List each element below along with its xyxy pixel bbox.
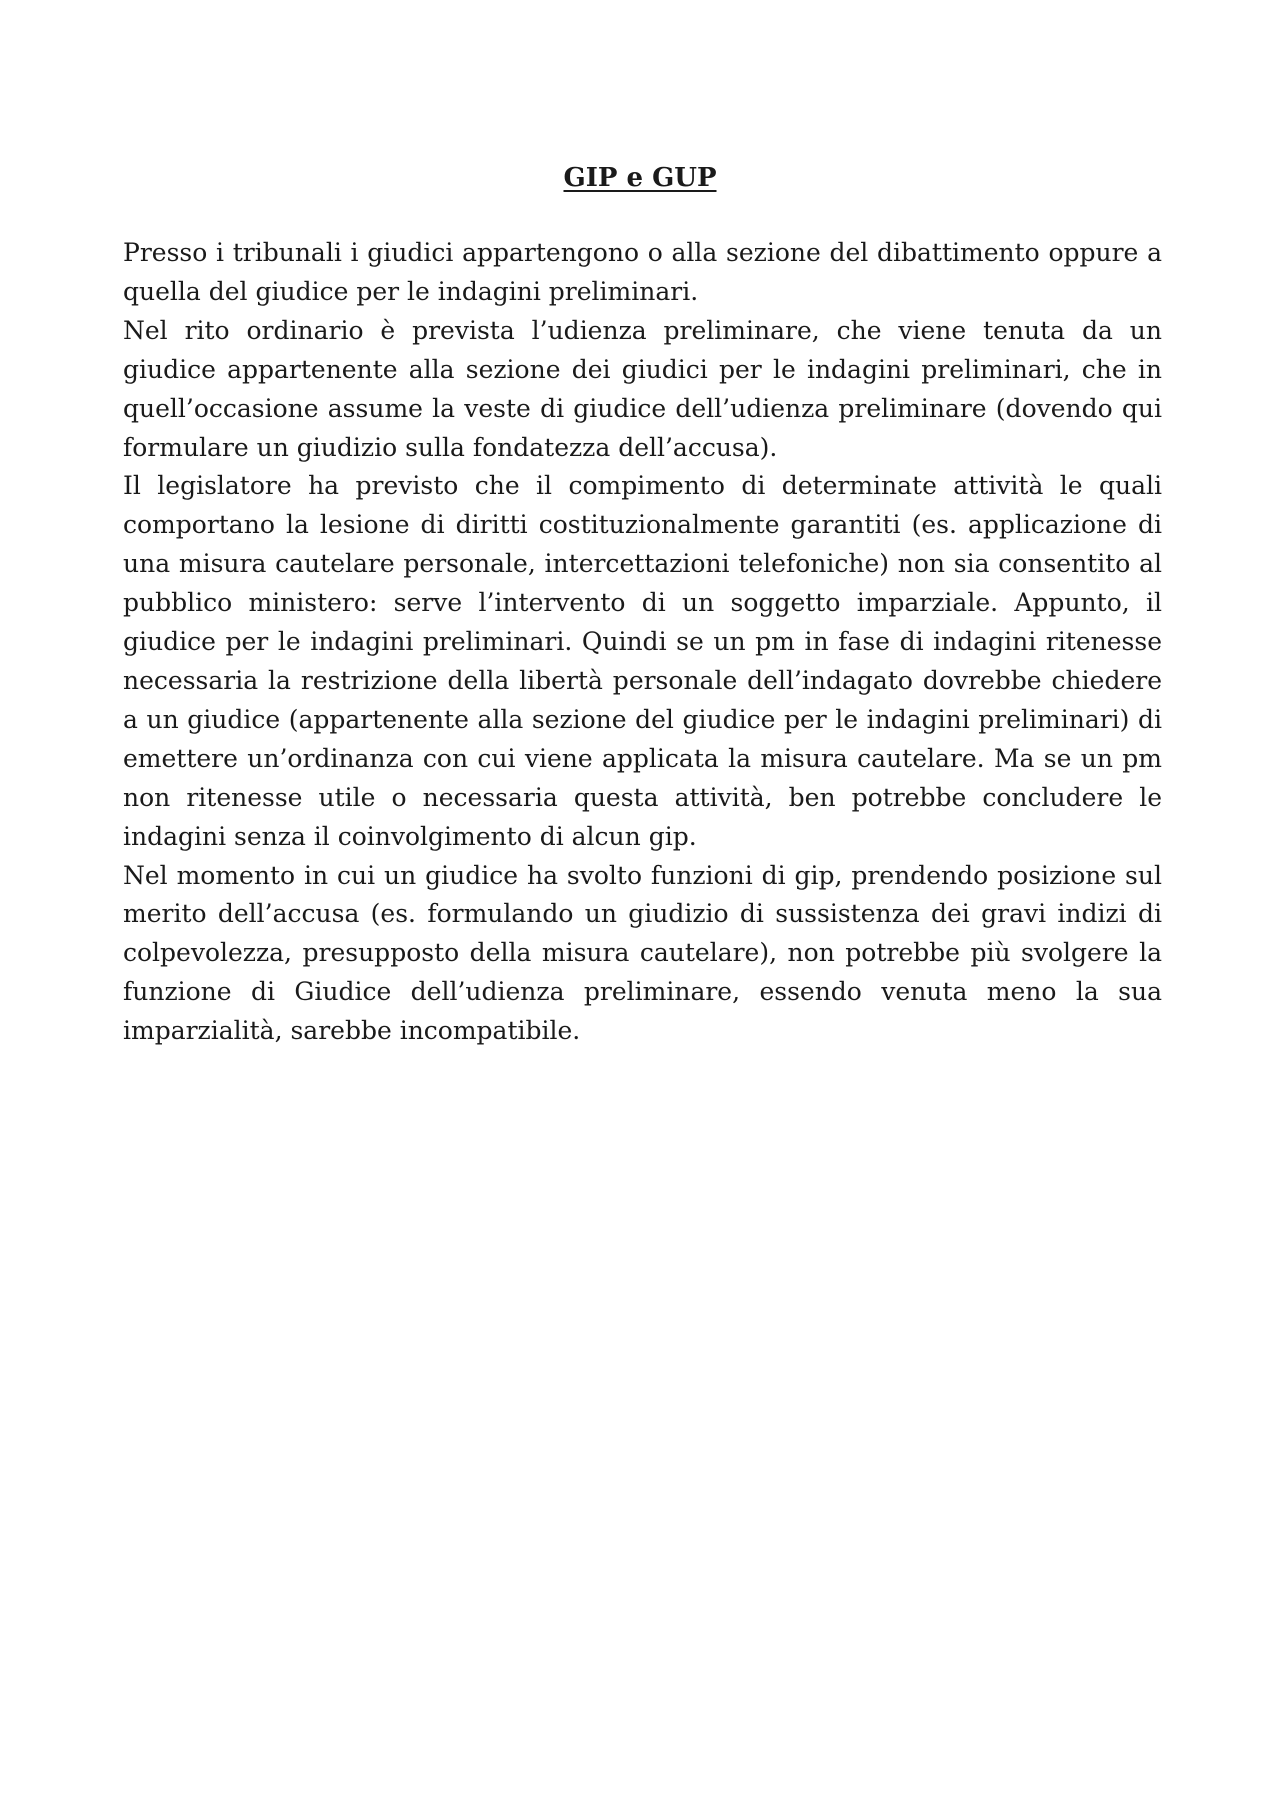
document-body (123, 234, 1162, 1051)
paragraph: Il legislatore ha previsto che il compimento di determinate attività le quali comportano la lesione di diritti costituzionalmente garantiti (es. applicazione di una misura cautelare personale, intercettazioni telefoniche) non sia consentito al pubblico ministero: serve l’intervento di un soggetto imparziale. Appunto, il giudice per le indagini preliminari. Quindi se un pm in fase di indagini ritenesse necessaria la restrizione della libertà personale dell’indagato dovrebbe chiedere a un giudice (appartenente alla sezione del giudice per le indagini preliminari) di emettere un’ordinanza con cui viene applicata la misura cautelare. Ma se un pm non ritenesse utile o necessaria questa attività, ben potrebbe concludere le indagini senza il coinvolgimento di alcun gip. (123, 471, 1162, 851)
paragraph: Nel rito ordinario è prevista l’udienza preliminare, che viene tenuta da un giudice appartenente alla sezione dei giudici per le indagini preliminari, che in quell’occasione assume la veste di giudice dell’udienza preliminare (dovendo qui formulare un giudizio sulla fondatezza dell’accusa). (123, 315, 1162, 462)
paragraph: Nel momento in cui un giudice ha svolto funzioni di gip, prendendo posizione sul merito dell’accusa (es. formulando un giudizio di sussistenza dei gravi indizi di colpevolezza, presupposto della misura cautelare), non potrebbe più svolgere la funzione di Giudice dell’udienza preliminare, essendo venuta meno la sua imparzialità, sarebbe incompatibile. (123, 860, 1162, 1046)
paragraph: Presso i tribunali i giudici appartengono o alla sezione del dibattimento oppure a quella del giudice per le indagini preliminari. (123, 238, 1162, 306)
document-title: GIP e GUP (563, 163, 717, 193)
